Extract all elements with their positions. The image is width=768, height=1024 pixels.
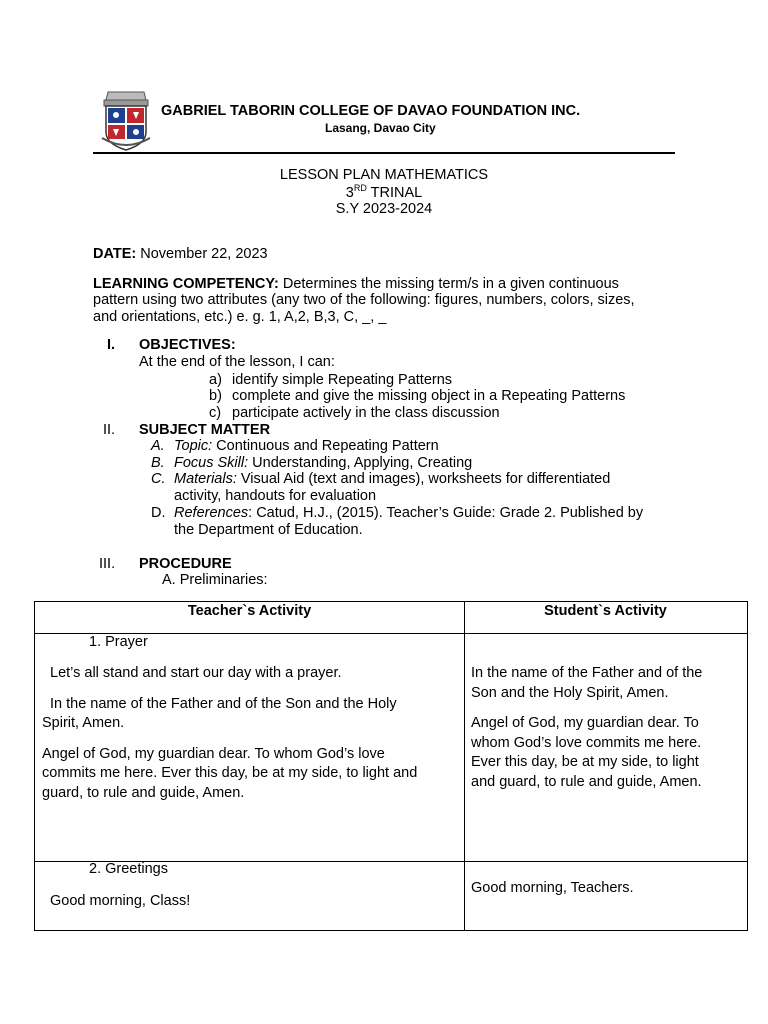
subject-item-focus-skill: B. Focus Skill: Understanding, Applying, Creating [151, 455, 473, 471]
subject-item-materials-cont: activity, handouts for evaluation [174, 488, 377, 504]
school-year: S.Y 2023-2024 [335, 201, 433, 217]
objectives-intro: At the end of the lesson, I can: [139, 354, 335, 370]
procedure-preliminaries: A. Preliminaries: [162, 572, 268, 588]
document-title: LESSON PLAN MATHEMATICS [279, 167, 489, 183]
trinal-superscript: RD [353, 183, 367, 193]
student-prayer-line: Angel of God, my guardian dear. To whom God’s love commits me here. Ever this day, be at my side, to light and guard, to rule and guide, Amen. [471, 715, 702, 790]
teacher-prayer-text [42, 664, 460, 814]
student-greeting-text: Good morning, Teachers. [471, 880, 634, 896]
objectives-heading: OBJECTIVES: [139, 337, 236, 353]
objectives-numeral: I. [107, 337, 116, 353]
subject-item-references-cont: the Department of Education. [174, 522, 363, 538]
greetings-title: 2. Greetings [89, 861, 168, 877]
prayer-title: 1. Prayer [89, 634, 148, 650]
subject-item-references: D. References: Catud, H.J., (2015). Teacher’s Guide: Grade 2. Published by [151, 505, 644, 521]
procedure-numeral: III. [99, 556, 116, 572]
subject-item-topic: A. Topic: Continuous and Repeating Pattern [151, 438, 439, 454]
subject-item-materials: C. Materials: Visual Aid (text and images), worksheets for differentiated [151, 471, 611, 487]
competency-line-1: LEARNING COMPETENCY: Determines the missing term/s in a given continuous [93, 276, 619, 292]
teacher-prayer-line: Angel of God, my guardian dear. To whom God’s love commits me here. Ever this day, be at my side, to light and guard, to rule and guide, Amen. [42, 745, 418, 801]
school-name: GABRIEL TABORIN COLLEGE OF DAVAO FOUNDATION INC. [161, 103, 581, 119]
school-seal-logo [96, 88, 156, 152]
competency-line-3: and orientations, etc.) e. g. 1, A,2, B,3, C, _, _ [93, 309, 387, 325]
procedure-heading: PROCEDURE [139, 556, 232, 572]
competency-label: LEARNING COMPETENCY: [93, 276, 279, 292]
activity-table [34, 601, 748, 931]
lesson-date: DATE: November 22, 2023 [93, 246, 268, 262]
table-header-teacher: Teacher`s Activity [187, 603, 312, 619]
objective-item-c: c) participate actively in the class discussion [209, 405, 500, 421]
objective-item-b: b) complete and give the missing object in a Repeating Patterns [209, 388, 626, 404]
teacher-prayer-line: Let’s all stand and start our day with a prayer. [50, 665, 342, 681]
trinal-label: 3RD TRINAL [345, 183, 423, 201]
table-column-divider [464, 602, 465, 930]
table-header-student: Student`s Activity [544, 603, 667, 619]
objective-item-a: a) identify simple Repeating Patterns [209, 372, 453, 388]
header-divider [93, 152, 675, 154]
student-prayer-line: In the name of the Father and of the Son and the Holy Spirit, Amen. [471, 665, 703, 701]
competency-line-2: pattern using two attributes (any two of the following: figures, numbers, colors, sizes, [93, 292, 635, 308]
teacher-prayer-line: In the name of the Father and of the Son and the Holy Spirit, Amen. [42, 695, 397, 731]
school-location: Lasang, Davao City [325, 121, 436, 135]
subject-matter-heading: SUBJECT MATTER [139, 422, 271, 438]
subject-matter-numeral: II. [103, 422, 116, 438]
teacher-greeting-text: Good morning, Class! [50, 893, 191, 909]
student-prayer-text [471, 664, 745, 803]
